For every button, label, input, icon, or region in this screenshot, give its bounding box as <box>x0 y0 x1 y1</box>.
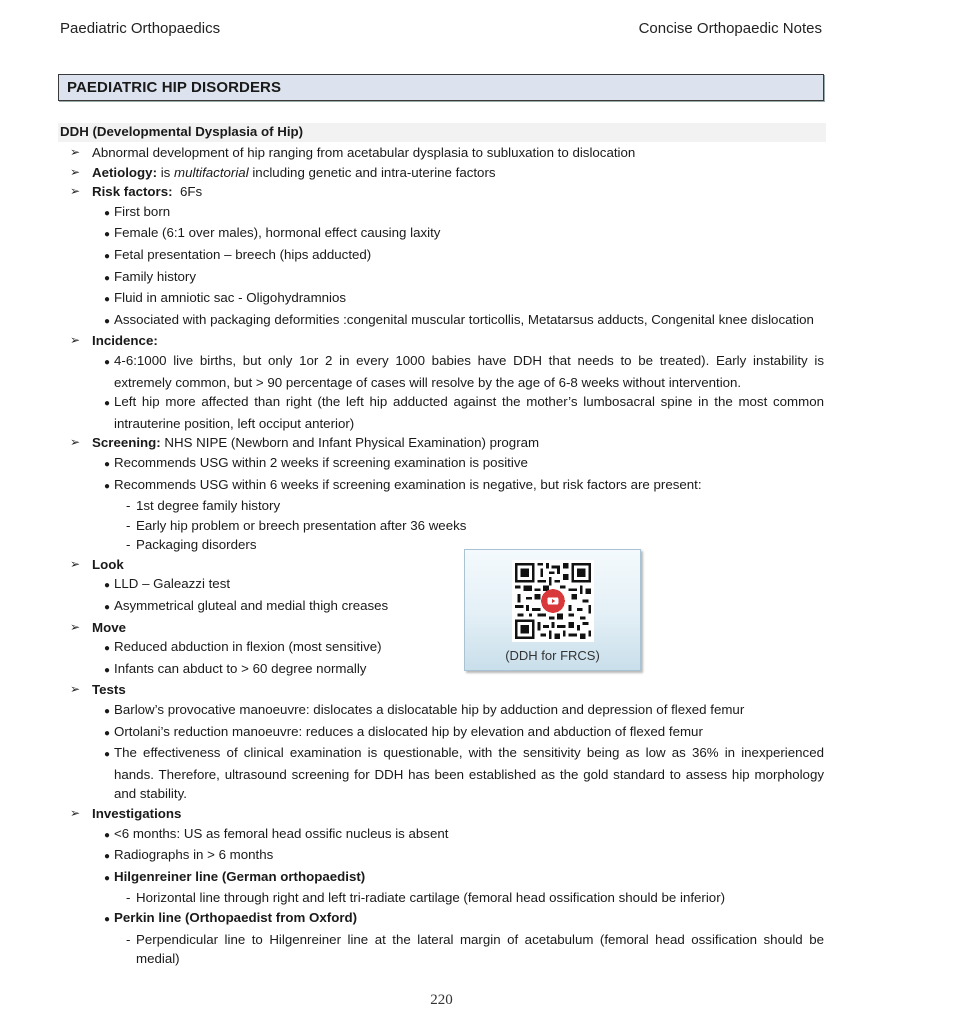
section-title-box <box>58 74 824 101</box>
incidence-item <box>58 331 824 351</box>
ddh-heading: DDH (Developmental Dysplasia of Hip) <box>60 124 304 139</box>
arrow-bullet-icon: ➢ <box>70 806 81 820</box>
look-label: Look <box>92 556 124 572</box>
look-point: ● Asymmetrical gluteal and medial thigh creases <box>58 596 824 618</box>
risk-factor: ● Fetal presentation – breech (hips adducted) <box>58 245 824 267</box>
investigations-item <box>58 804 824 824</box>
incidence-label: Incidence: <box>92 333 158 349</box>
test-point: ● Barlow’s provocative manoeuvre: dislocates a dislocatable hip by adduction and depression of flexed femur <box>58 700 824 722</box>
bullet-icon: ● <box>104 294 111 306</box>
qr-code-icon[interactable] <box>512 560 594 642</box>
screening-risk-factor: - Packaging disorders <box>58 535 824 555</box>
tests-label: Tests <box>92 682 126 698</box>
section-title: PAEDIATRIC HIP DISORDERS <box>67 79 282 96</box>
bullet-icon: ● <box>104 480 111 492</box>
bullet-icon: ● <box>104 872 111 884</box>
bullet-icon: ● <box>104 207 111 219</box>
risk-factors-label: Risk factors: <box>92 184 173 200</box>
incidence-point: ● Left hip more affected than right (the left hip adducted against the mother’s lumbosacral spine in the most common intrauterine position, left occiput anterior) <box>104 394 824 431</box>
tests-item <box>58 680 824 700</box>
test-point: ● Ortolani’s reduction manoeuvre: reduces a dislocated hip by elevation and abduction of flexed femur <box>58 722 824 744</box>
ddh-content <box>58 143 824 969</box>
bullet-icon: ● <box>104 643 111 655</box>
perkin-line: ● Perkin line (Orthopaedist from Oxford) <box>58 908 824 930</box>
arrow-bullet-icon: ➢ <box>70 619 81 634</box>
risk-factor: ● Associated with packaging deformities :congenital muscular torticollis, Metatarsus adducts, Congenital knee dislocation <box>58 310 824 332</box>
dash-bullet-icon: - <box>126 931 131 947</box>
risk-factor: ● First born <box>58 202 824 224</box>
arrow-bullet-icon: ➢ <box>70 556 81 571</box>
definition-item: ➢ Abnormal development of hip ranging from acetabular dysplasia to subluxation to dislocation <box>58 143 824 163</box>
arrow-bullet-icon: ➢ <box>70 145 81 159</box>
investigations-label: Investigations <box>92 806 182 821</box>
screening-point: ● Recommends USG within 2 weeks if screening examination is positive <box>58 453 824 475</box>
bullet-icon: ● <box>104 356 111 368</box>
look-point: ● LLD – Galeazzi test <box>58 574 824 596</box>
aetiology-label: Aetiology: <box>92 164 158 180</box>
risk-factor: ● Family history <box>58 267 824 289</box>
bullet-icon: ● <box>104 272 111 284</box>
look-item <box>58 555 824 575</box>
running-header-left: Paediatric Orthopaedics <box>60 20 221 37</box>
bullet-icon: ● <box>104 851 111 863</box>
perkin-detail: - Perpendicular line to Hilgenreiner line at the lateral margin of acetabulum (femoral head ossification should be medial) <box>126 931 824 967</box>
bullet-icon: ● <box>104 706 111 718</box>
arrow-bullet-icon: ➢ <box>70 333 81 348</box>
aetiology-item: ➢ Aetiology: is multifactorial including genetic and intra-uterine factors <box>58 163 824 183</box>
arrow-bullet-icon: ➢ <box>70 184 81 199</box>
bullet-icon: ● <box>104 913 111 925</box>
dash-bullet-icon: - <box>126 890 131 906</box>
bullet-icon: ● <box>104 580 111 592</box>
hilgenreiner-line: ● Hilgenreiner line (German orthopaedist) <box>58 867 824 889</box>
dash-bullet-icon: - <box>126 498 131 514</box>
bullet-icon: ● <box>104 250 111 262</box>
hilgenreiner-detail: - Horizontal line through right and left tri-radiate cartilage (femoral head ossification should be inferior) <box>58 888 824 908</box>
bullet-icon: ● <box>104 749 111 761</box>
bullet-icon: ● <box>104 398 111 410</box>
qr-caption: (DDH for FRCS) <box>505 648 600 663</box>
screening-point: ● Recommends USG within 6 weeks if screening examination is negative, but risk factors are present: <box>58 475 824 497</box>
bullet-icon: ● <box>104 829 111 841</box>
bullet-icon: ● <box>104 458 111 470</box>
risk-factor: ● Fluid in amniotic sac - Oligohydramnios <box>58 288 824 310</box>
move-point: ● Reduced abduction in flexion (most sensitive) <box>58 637 824 659</box>
screening-risk-factor: - 1st degree family history <box>58 496 824 516</box>
arrow-bullet-icon: ➢ <box>70 164 81 179</box>
dash-bullet-icon: - <box>126 537 131 553</box>
bullet-icon: ● <box>104 315 111 327</box>
investigation-point: ● Radiographs in > 6 months <box>58 845 824 867</box>
arrow-bullet-icon: ➢ <box>70 682 81 697</box>
bullet-icon: ● <box>104 602 111 614</box>
running-header-right: Concise Orthopaedic Notes <box>638 20 822 37</box>
move-item <box>58 618 824 638</box>
bullet-icon: ● <box>104 727 111 739</box>
screening-item: ➢ Screening: NHS NIPE (Newborn and Infant Physical Examination) program <box>58 433 824 453</box>
screening-risk-factor: - Early hip problem or breech presentation after 36 weeks <box>58 516 824 536</box>
dash-bullet-icon: - <box>126 517 131 533</box>
qr-video-card[interactable] <box>464 549 641 671</box>
page-number: 220 <box>430 992 453 1008</box>
ddh-heading-bar <box>58 123 826 142</box>
arrow-bullet-icon: ➢ <box>70 435 81 450</box>
screening-label: Screening: <box>92 435 161 451</box>
bullet-icon: ● <box>104 229 111 241</box>
investigation-point: ● <6 months: US as femoral head ossific nucleus is absent <box>58 824 824 846</box>
move-point: ● Infants can abduct to > 60 degree normally <box>58 659 824 681</box>
bullet-icon: ● <box>104 664 111 676</box>
risk-factors-item: ➢ Risk factors: 6Fs <box>58 182 824 202</box>
incidence-point: ● 4-6:1000 live births, but only 1or 2 in every 1000 babies have DDH that needs to be treated). Early instability is extremely common, but > 90 percentage of cases will resolve by the age of 6-8 weeks without intervention. <box>104 352 824 390</box>
risk-factor: ● Female (6:1 over males), hormonal effect causing laxity <box>58 223 824 245</box>
move-label: Move <box>92 619 126 635</box>
test-point: ● The effectiveness of clinical examination is questionable, with the sensitivity being as low as 36% in inexperienced hands. Therefore, ultrasound screening for DDH has been established as the gold standard to assess hip morphology and stability. <box>104 745 824 802</box>
